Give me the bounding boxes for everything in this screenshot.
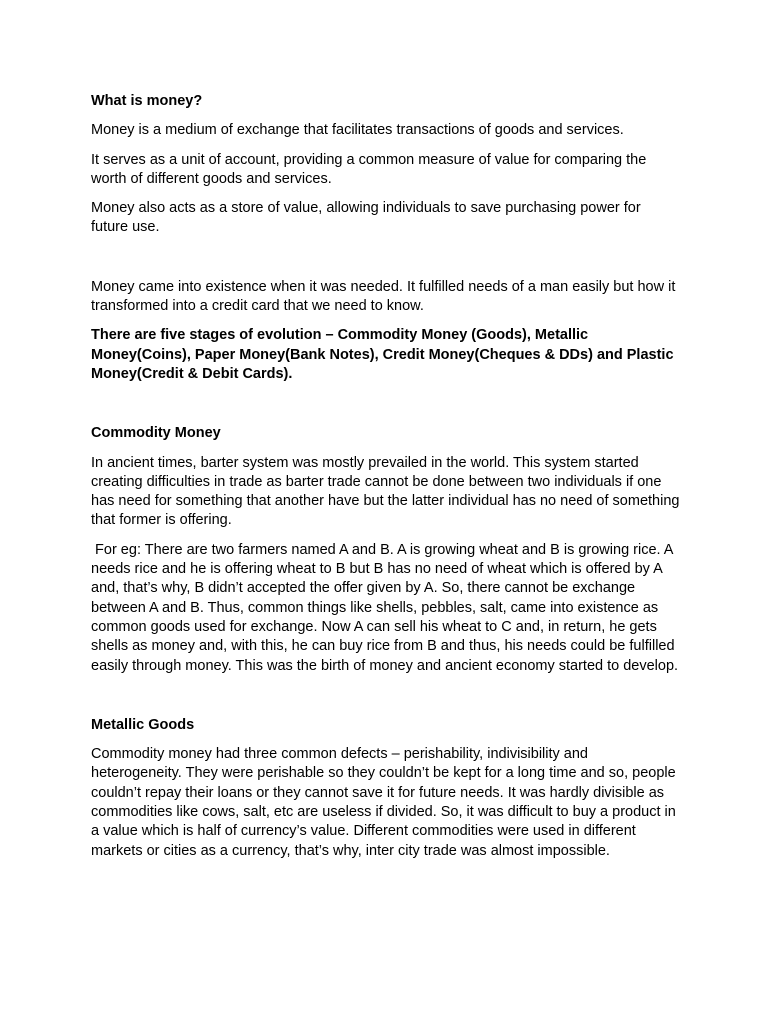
heading-metallic-goods: Metallic Goods [91,716,195,733]
paragraph-five-stages: There are five stages of evolution – Commodity Money (Goods), Metallic Money(Coins), Paper Money(Bank Notes), Credit Money(Cheques & DDs) and Plastic Money(Credit & Debit Cards). [91,327,674,382]
paragraph-defects: Commodity money had three common defects – perishability, indivisibility and heterogeneity. They were perishable so they couldn’t be kept for a long time and so, people couldn’t repay their loans or they cannot save it for future needs. It was hardly divisible as commodities like cows, salt, etc are useless if divided. So, it was difficult to buy a product in a value which is half of currency’s value. Different commodities were used in different markets or cities as a currency, that’s why, inter city trade was almost impossible. [91,746,676,859]
paragraph-came-into-existence: Money came into existence when it was needed. It fulfilled needs of a man easily but how it transformed into a credit card that we need to know. [91,278,676,315]
heading-commodity-money: Commodity Money [91,425,221,442]
spacer [91,686,681,716]
document-body [91,92,681,871]
paragraph-unit-of-account: It serves as a unit of account, providing a common measure of value for comparing the worth of different goods and services. [91,151,647,187]
paragraph-example: For eg: There are two farmers named A and B. A is growing wheat and B is growing rice. A needs rice and he is offering wheat to B but B has no need of wheat which is offered by A and, that’s why, B didn’t accepted the offer given by A. So, there cannot be exchange between A and B. Thus, common things like shells, pebbles, salt, came into existence as common goods used for exchange. Now A can sell his wheat to C and, in return, he gets shells as money and, with this, he can buy rice from B and thus, his needs could be fulfilled easily through money. This was the birth of money and ancient economy started to develop. [91,541,679,674]
spacer [91,248,681,278]
spacer [91,394,681,424]
heading-what-is-money: What is money? [91,93,203,109]
paragraph-store-of-value: Money also acts as a store of value, allowing individuals to save purchasing power for future use. [91,200,641,236]
paragraph-barter-system: In ancient times, barter system was mostly prevailed in the world. This system started creating difficulties in trade as barter trade cannot be done between two individuals if one has need for something that another have but the latter individual has no need of something that former is offering. [91,454,680,529]
paragraph-medium-of-exchange: Money is a medium of exchange that facilitates transactions of goods and services. [91,122,624,139]
